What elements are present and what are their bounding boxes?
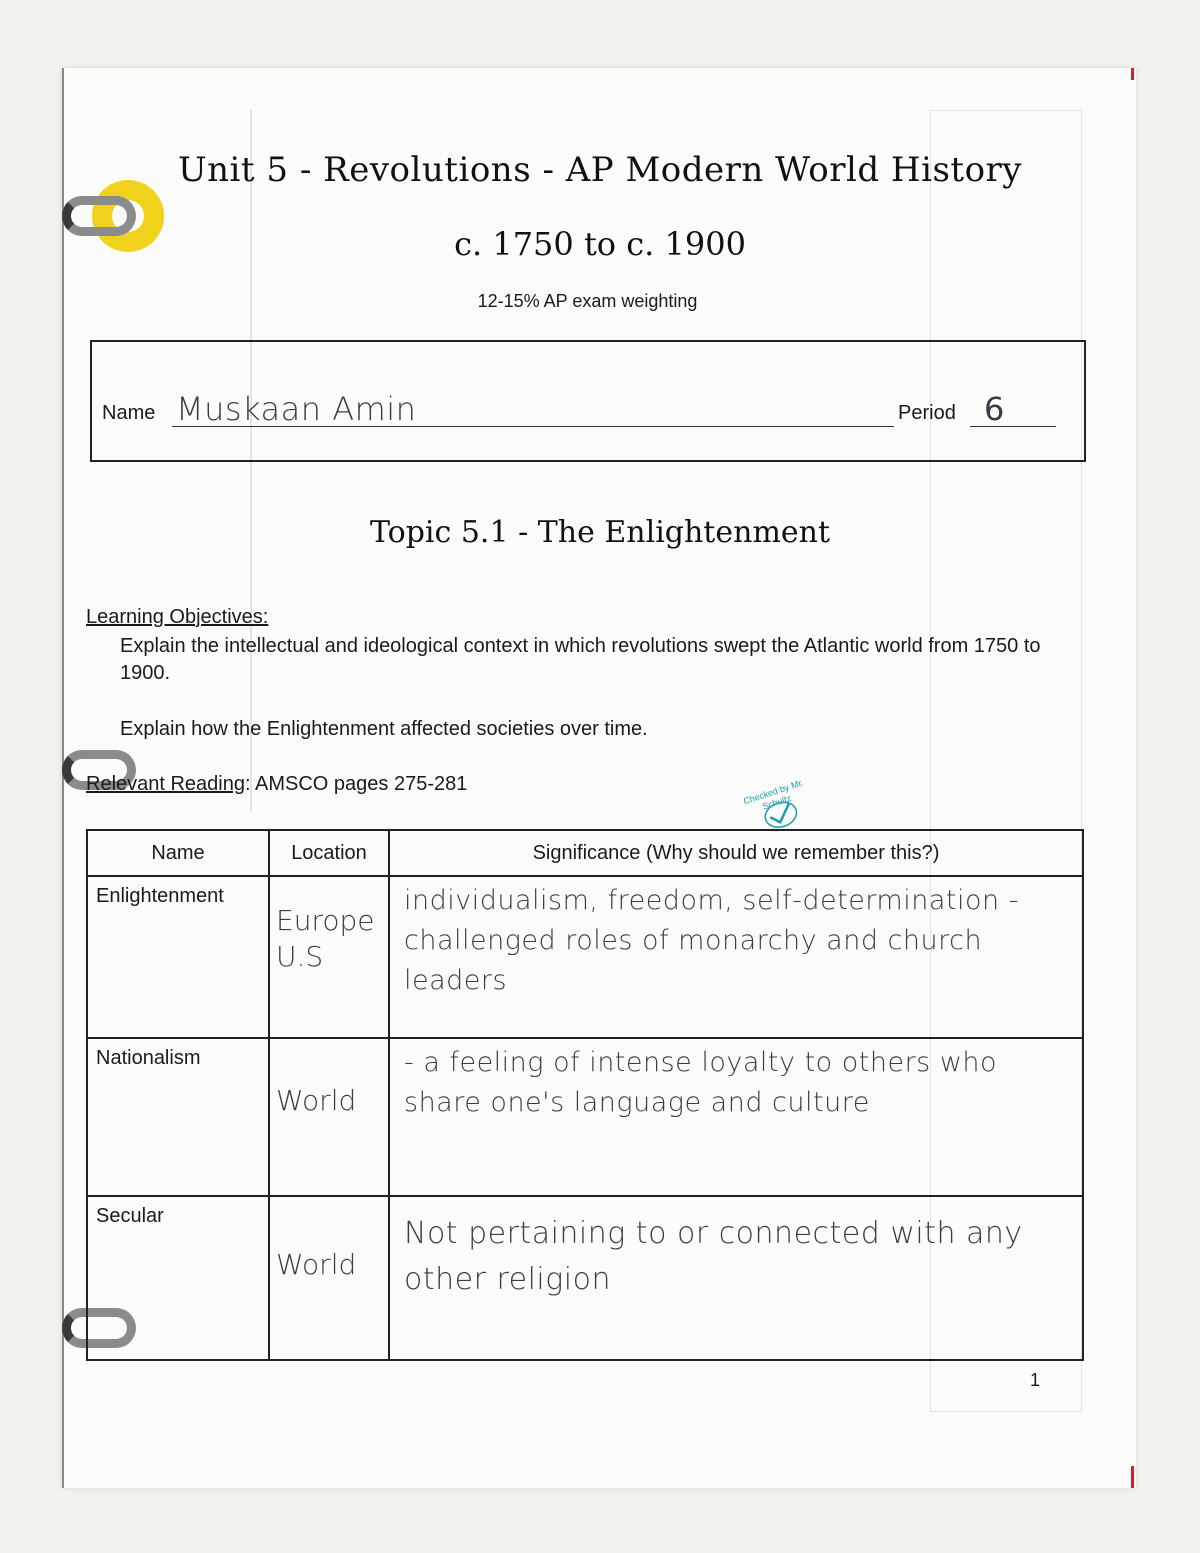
stamp-text: Checked by Mr. Schultz <box>742 777 805 812</box>
significance-value: individualism, freedom, self-determination -challenged roles of monarchy and church leaders <box>404 885 1019 996</box>
topic-title: Topic 5.1 - The Enlightenment <box>369 515 831 550</box>
significance-value: - a feeling of intense loyalty to others who share one's language and culture <box>404 1047 998 1118</box>
significance-cell[interactable] <box>389 1038 1083 1196</box>
unit-title: Unit 5 - Revolutions - AP Modern World History <box>178 150 1022 190</box>
term-name: Nationalism <box>96 1047 201 1069</box>
relevant-reading <box>86 773 467 796</box>
margin-mark-top <box>1131 68 1134 80</box>
table-row <box>87 876 1083 1038</box>
name-label: Name <box>102 402 156 424</box>
location-cell[interactable] <box>269 1196 389 1360</box>
term-cell <box>87 1196 269 1360</box>
term-name: Secular <box>96 1205 164 1227</box>
term-cell <box>87 876 269 1038</box>
location-value: Europe U.S <box>276 904 375 973</box>
table-row <box>87 1196 1083 1360</box>
unit-dates: c. 1750 to c. 1900 <box>454 225 746 263</box>
student-info-box <box>90 340 1086 462</box>
location-value: World <box>276 1248 357 1281</box>
reading-label: Relevant Reading <box>86 773 245 795</box>
name-field[interactable]: Muskaan Amin <box>176 390 417 428</box>
objective-item: Explain the intellectual and ideological context in which revolutions swept the Atlantic world from 1750 to 1900. <box>120 635 1041 684</box>
objective-item: Explain how the Enlightenment affected societies over time. <box>120 718 648 740</box>
period-line <box>970 426 1056 427</box>
column-header-name: Name <box>87 830 269 876</box>
term-name: Enlightenment <box>96 885 224 907</box>
margin-mark-bottom <box>1131 1466 1134 1488</box>
significance-cell[interactable] <box>389 876 1083 1038</box>
page-number: 1 <box>1030 1370 1041 1390</box>
objectives-label: Learning Objectives: <box>86 606 269 628</box>
exam-weighting: 12-15% AP exam weighting <box>477 291 698 311</box>
significance-value: Not pertaining to or connected with any other religion <box>404 1216 1023 1297</box>
period-label: Period <box>898 402 956 424</box>
significance-cell[interactable] <box>389 1196 1083 1360</box>
location-value: World <box>276 1084 357 1117</box>
table-row <box>87 1038 1083 1196</box>
period-field[interactable]: 6 <box>984 390 1005 428</box>
column-header-significance: Significance (Why should we remember this?) <box>389 830 1083 876</box>
term-cell <box>87 1038 269 1196</box>
column-header-location: Location <box>269 830 389 876</box>
vocabulary-table <box>86 829 1084 1361</box>
reading-text: : AMSCO pages 275-281 <box>245 773 468 795</box>
location-cell[interactable] <box>269 876 389 1038</box>
location-cell[interactable] <box>269 1038 389 1196</box>
table-header-row <box>87 830 1083 876</box>
